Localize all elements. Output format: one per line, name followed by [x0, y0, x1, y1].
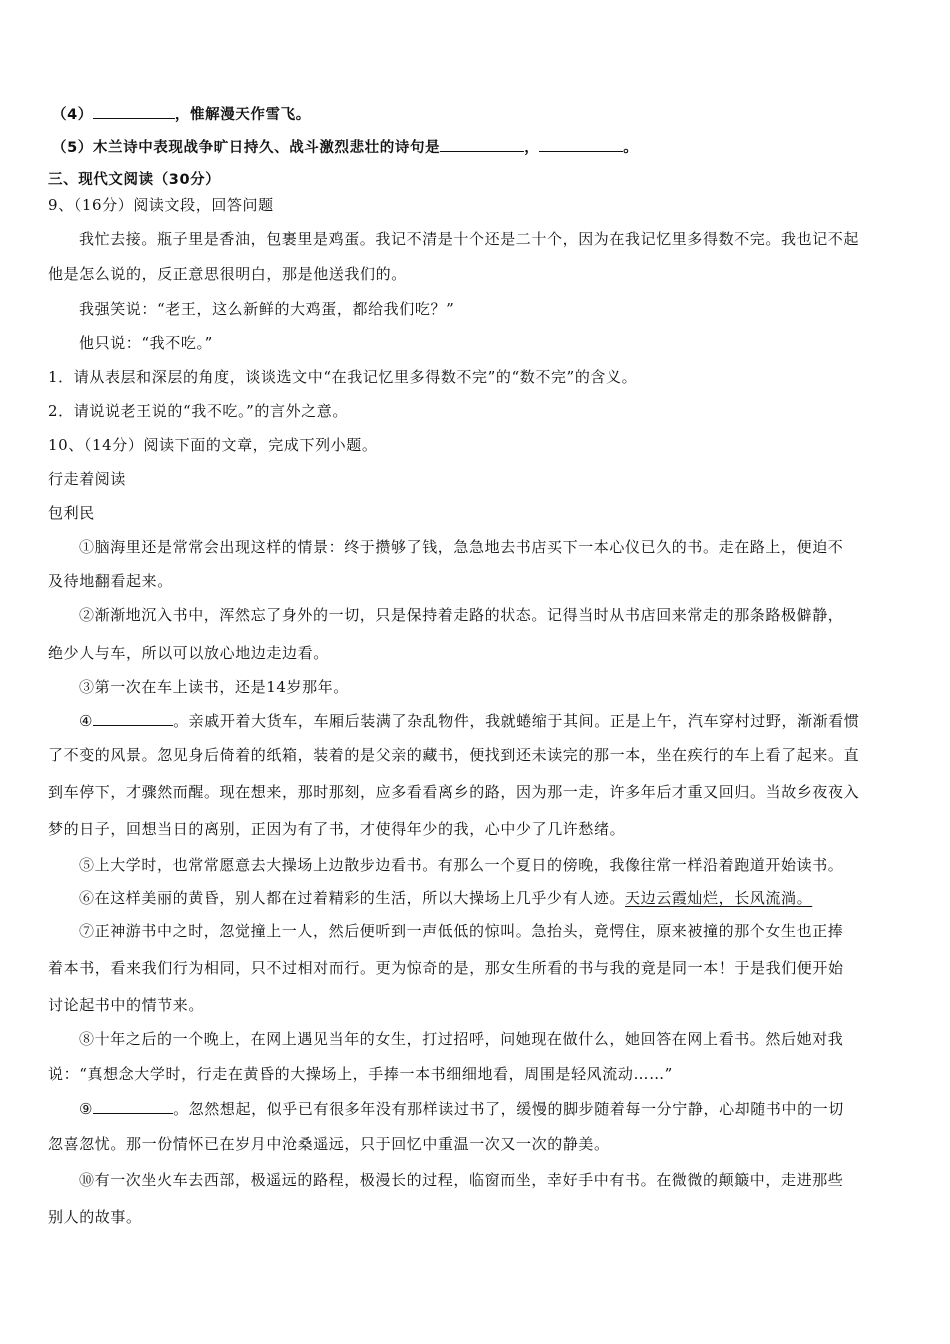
article-paragraph-7: ⑦正神游书中之时，忽觉撞上一人，然后便听到一声低低的惊叫。急抬头，竟愕住，原来被撞的那个女生也正捧 — [79, 922, 844, 940]
article-paragraph-4: ④ 。亲戚开着大货车，车厢后装满了杂乱物件，我就蜷缩于其间。正是上午，汽车穿村过野，渐渐看惯 — [79, 709, 859, 733]
q9-paragraph: 他是怎么说的，反正意思很明白，那是他送我们的。 — [48, 265, 407, 283]
underlined-sentence: 天边云霞灿烂，长风流淌。 — [625, 889, 813, 907]
answer-blank — [440, 135, 524, 152]
question-10-title: 10、（14分）阅读下面的文章，完成下列小题。 — [48, 436, 378, 454]
article-paragraph-3: ③第一次在车上读书，还是14岁那年。 — [79, 678, 349, 696]
article-paragraph-7: 着本书，看来我们行为相同，只不过相对而行。更为惊奇的是，那女生所看的书与我的竟是同一本！于是我们便开始 — [48, 959, 844, 977]
article-paragraph-9: ⑨ 。忽然想起，似乎已有很多年没有那样读过书了，缓慢的脚步随着每一分宁静，心却随书中的一切 — [79, 1097, 844, 1121]
answer-blank — [93, 102, 175, 119]
section-heading: 三、现代文阅读（30分） — [48, 172, 221, 188]
article-paragraph-4: 了不变的风景。忽见身后倚着的纸箱，装着的是父亲的藏书，便找到还未读完的那一本，坐在疾行的车上看了起来。直 — [48, 746, 860, 764]
article-paragraph-4: 到车停下，才骤然而醒。现在想来，那时那刻，应多看看离乡的路，因为那一走，许多年后才重又回归。当故乡夜夜入 — [48, 783, 860, 801]
q9-paragraph: 他只说：“我不吃。” — [79, 334, 213, 352]
article-paragraph-2: 绝少人与车，所以可以放心地边走边看。 — [48, 644, 329, 662]
answer-blank — [93, 1097, 173, 1114]
answer-blank — [93, 709, 173, 726]
article-paragraph-1: 及待地翻看起来。 — [48, 572, 173, 590]
article-paragraph-1: ①脑海里还是常常会出现这样的情景：终于攒够了钱，急急地去书店买下一本心仪已久的书。走在路上，便迫不 — [79, 538, 844, 556]
answer-blank — [539, 135, 623, 152]
question-9-title: 9、（16分）阅读文段，回答问题 — [48, 196, 274, 214]
q9-paragraph: 我强笑说：“老王，这么新鲜的大鸡蛋，都给我们吃？” — [79, 300, 455, 318]
article-title: 行走着阅读 — [48, 470, 127, 488]
article-paragraph-7: 讨论起书中的情节来。 — [48, 996, 205, 1014]
question-5-line: （5）木兰诗中表现战争旷日持久、战斗激烈悲壮的诗句是 ， 。 — [52, 135, 638, 159]
article-paragraph-4: 梦的日子，回想当日的离别，正因为有了书，才使得年少的我，心中少了几许愁绪。 — [48, 820, 626, 838]
article-paragraph-10: ⑩有一次坐火车去西部，极遥远的路程，极漫长的过程，临窗而坐，幸好手中有书。在微微的颠簸中，走进那些 — [79, 1171, 844, 1189]
q9-paragraph: 我忙去接。瓶子里是香油，包裹里是鸡蛋。我记不清是十个还是二十个，因为在我记忆里多得数不完。我也记不起 — [79, 230, 860, 248]
q9-subquestion-1: 1．请从表层和深层的角度，谈谈选文中“在我记忆里多得数不完”的“数不完”的含义。 — [48, 368, 638, 386]
article-paragraph-8: 说：“真想念大学时，行走在黄昏的大操场上，手捧一本书细细地看，周围是轻风流动……” — [48, 1065, 673, 1083]
q9-subquestion-2: 2．请说说老王说的“我不吃。”的言外之意。 — [48, 402, 348, 420]
article-paragraph-2: ②渐渐地沉入书中，浑然忘了身外的一切，只是保持着走路的状态。记得当时从书店回来常走的那条路极僻静， — [79, 606, 844, 624]
article-paragraph-5: ⑤上大学时，也常常愿意去大操场上边散步边看书。有那么一个夏日的傍晚，我像往常一样沿着跑道开始读书。 — [79, 856, 844, 874]
article-paragraph-9: 忽喜忽忧。那一份情怀已在岁月中沧桑遥远，只于回忆中重温一次又一次的静美。 — [48, 1135, 610, 1153]
article-paragraph-6: ⑥在这样美丽的黄昏，别人都在过着精彩的生活，所以大操场上几乎少有人迹。天边云霞灿烂，长风流淌。 — [79, 889, 813, 907]
article-paragraph-10: 别人的故事。 — [48, 1208, 142, 1226]
article-author: 包利民 — [48, 504, 95, 522]
article-paragraph-8: ⑧十年之后的一个晚上，在网上遇见当年的女生，打过招呼，问她现在做什么，她回答在网上看书。然后她对我 — [79, 1030, 844, 1048]
question-4-line: （4） ，惟解漫天作雪飞。 — [52, 102, 311, 126]
